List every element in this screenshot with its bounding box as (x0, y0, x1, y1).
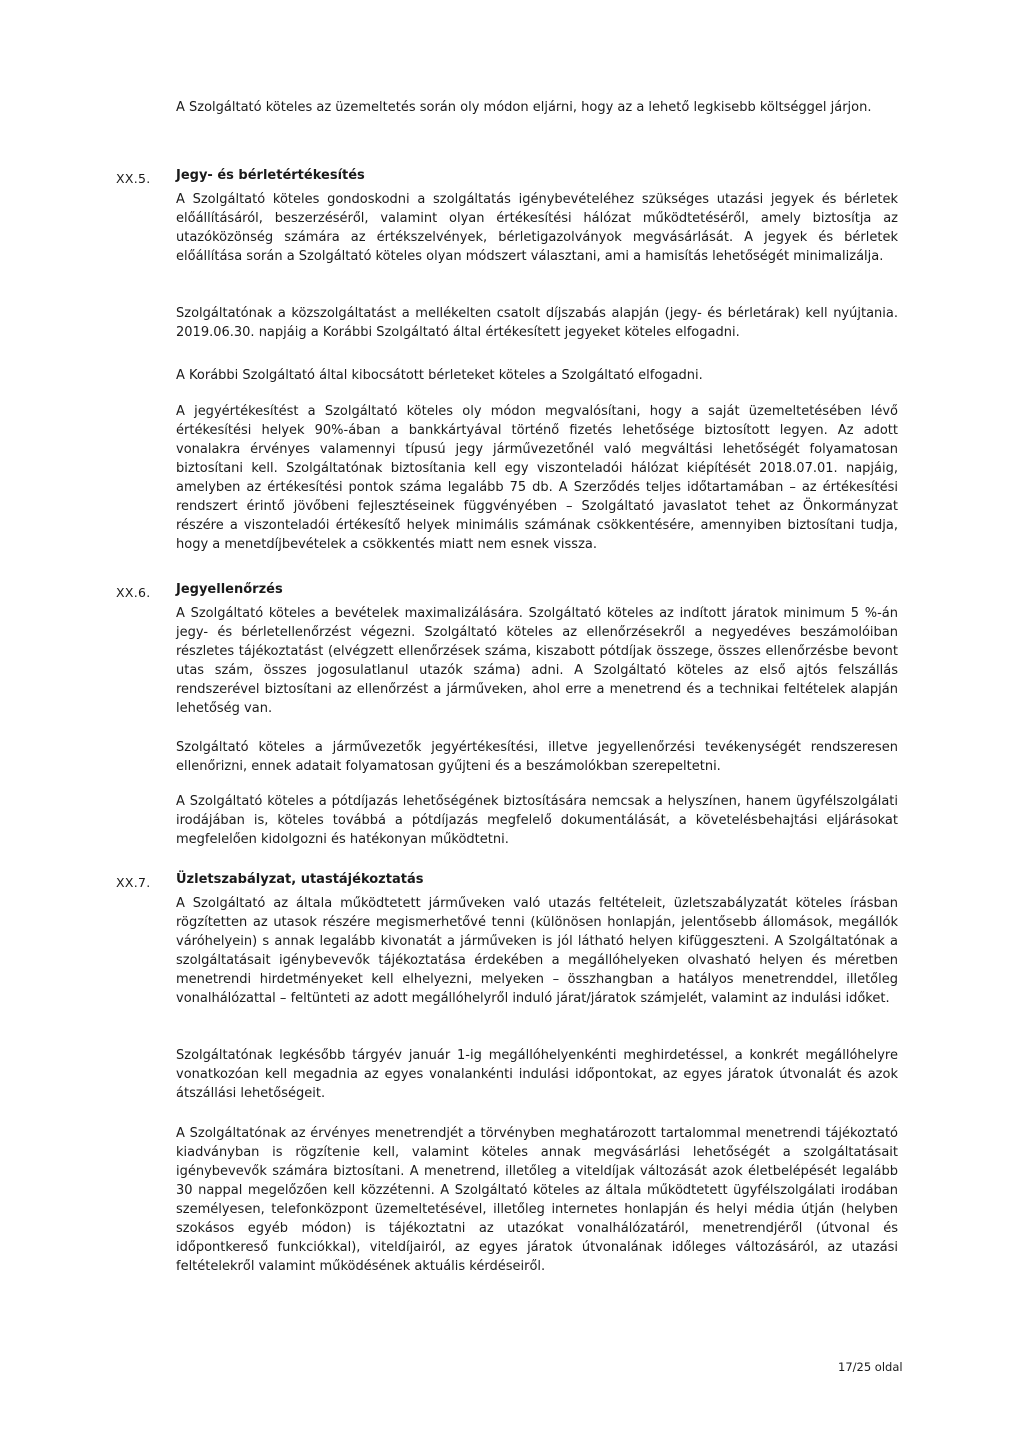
paragraph-5-4: A jegyértékesítést a Szolgáltató köteles oly módon megvalósítani, hogy a saját üzemeltetésében lévő értékesítési helyek 90%-ában a bankkártyával történő fizetés lehetősége biztosított legyen. Az adott vonalakra érvényes valamennyi típusú jegy járművezetőnél való megváltási lehetőségét folyamatosan biztosítani kell. Szolgáltatónak biztosítania kell egy viszonteladói hálózat kiépítését 2018.07.01. napjáig, amelyben az értékesítési pontok száma legalább 75 db. A Szerződés teljes időtartamában – az értékesítési rendszert érintő jövőbeni fejlesztéseinek függvényében – Szolgáltató javaslatot tehet az Önkormányzat részére a viszonteladói értékesítő helyek minimális számának csökkentésére, amennyiben biztosítani tudja, hogy a menetdíjbevételek a csökkentés miatt nem esnek vissza. (176, 404, 898, 552)
paragraph-6-1: A Szolgáltató köteles a bevételek maximalizálására. Szolgáltató köteles az indított járatok minimum 5 %-án jegy- és bérletellenőrzést végezni. Szolgáltató köteles az ellenőrzésekről a negyedéves beszámolóiban részletes tájékoztatást (elvégzett ellenőrzések száma, kiszabott pótdíjak összege, összes ellenőrzésbe bevont utas szám, összes jogosulatlanul utazók száma) adni. A Szolgáltató köteles az első ajtós felszállás rendszerével biztosítani az ellenőrzést a járműveken, ahol erre a menetrend és a technikai feltételek alapján lehetőség van. (176, 606, 898, 716)
paragraph-6-3: A Szolgáltató köteles a pótdíjazás lehetőségének biztosítására nemcsak a helyszínen, hanem ügyfélszolgálati irodájában is, köteles továbbá a pótdíjazás megfelelő dokumentálását, a követelésbehajtási eljárásokat megfelelően kidolgozni és hatékonyan működtetni. (176, 794, 898, 847)
paragraph-7-2: Szolgáltatónak legkésőbb tárgyév január 1-ig megállóhelyenkénti meghirdetéssel, a konkrét megállóhelyre vonatkozóan kell megadnia az egyes vonalankénti indulási időpontokat, az egyes járatok útvonalát és azok átszállási lehetőségeit. (176, 1048, 898, 1101)
section-heading-jegy-berlet: Jegy- és bérletértékesítés (176, 168, 365, 183)
section-heading-uzletszabalyzat: Üzletszabályzat, utastájékoztatás (176, 872, 424, 887)
paragraph-6-2: Szolgáltató köteles a járművezetők jegyértékesítési, illetve jegyellenőrzési tevékenységét rendszeresen ellenőrizni, ennek adatait folyamatosan gyűjteni és a beszámolókban szerepeltetni. (176, 740, 898, 774)
page-number: 17/25 oldal (838, 1360, 903, 1374)
paragraph-5-1: A Szolgáltató köteles gondoskodni a szolgáltatás igénybevételéhez szükséges utazási jegyek és bérletek előállításáról, beszerzéséről, valamint olyan értékesítési hálózat működtetéséről, amely biztosítja az utazóközönség számára az értékszelvények, bérletigazolványok megvásárlását. A jegyek és bérletek előállítása során a Szolgáltató köteles olyan módszert választani, ami a hamisítás lehetőségét minimalizálja. (176, 192, 898, 264)
section-heading-jegyellenorzes: Jegyellenőrzés (176, 582, 283, 597)
section-number-xx6: XX.6. (116, 585, 151, 600)
intro-paragraph: A Szolgáltató köteles az üzemeltetés során oly módon eljárni, hogy az a lehető legkisebb költséggel járjon. (176, 100, 872, 115)
section-number-xx7: XX.7. (116, 875, 151, 890)
paragraph-7-3: A Szolgáltatónak az érvényes menetrendjét a törvényben meghatározott tartalommal menetrendi tájékoztató kiadványban is rögzítenie kell, valamint köteles annak megvásárlási lehetőségét a szolgáltatásait igénybevevők számára biztosítani. A menetrend, illetőleg a viteldíjak változását azok életbelépését legalább 30 nappal megelőzően kell közzétenni. A Szolgáltató köteles az általa működtetett ügyfélszolgálati irodában személyesen, telefonközpont üzemeltetésével, illetőleg internetes honlapján és helyi média útján (helyben szokásos egyéb módon) is tájékoztatni az utazókat vonalhálózatáról, menetrendjéről (útvonal és időpontkereső funkciókkal), viteldíjairól, az egyes járatok útvonalának időleges változásáról, az utazási feltételekről valamint működésének aktuális kérdéseiről. (176, 1126, 898, 1274)
paragraph-5-2: Szolgáltatónak a közszolgáltatást a mellékelten csatolt díjszabás alapján (jegy- és bérletárak) kell nyújtania. 2019.06.30. napjáig a Korábbi Szolgáltató által értékesített jegyeket köteles elfogadni. (176, 306, 898, 340)
section-number-xx5: XX.5. (116, 171, 151, 186)
paragraph-5-3: A Korábbi Szolgáltató által kibocsátott bérleteket köteles a Szolgáltató elfogadni. (176, 368, 703, 383)
paragraph-7-1: A Szolgáltató az általa működtetett járműveken való utazás feltételeit, üzletszabályzatát köteles írásban rögzítetten az utasok részére megismerhetővé tenni (különösen honlapján, jelentősebb állomások, megállók váróhelyein) s annak legalább kivonatát a járműveken is jól látható helyen kifüggeszteni. A Szolgáltatónak a szolgáltatásait igénybevevők tájékoztatása érdekében a megállóhelyeken olvasható helyen és méretben menetrendi hirdetményeket kell elhelyezni, melyeken – összhangban a hatályos menetrenddel, illetőleg vonalhálózattal – feltünteti az adott megállóhelyről induló járat/járatok számjelét, valamint az indulási időket. (176, 896, 898, 1006)
